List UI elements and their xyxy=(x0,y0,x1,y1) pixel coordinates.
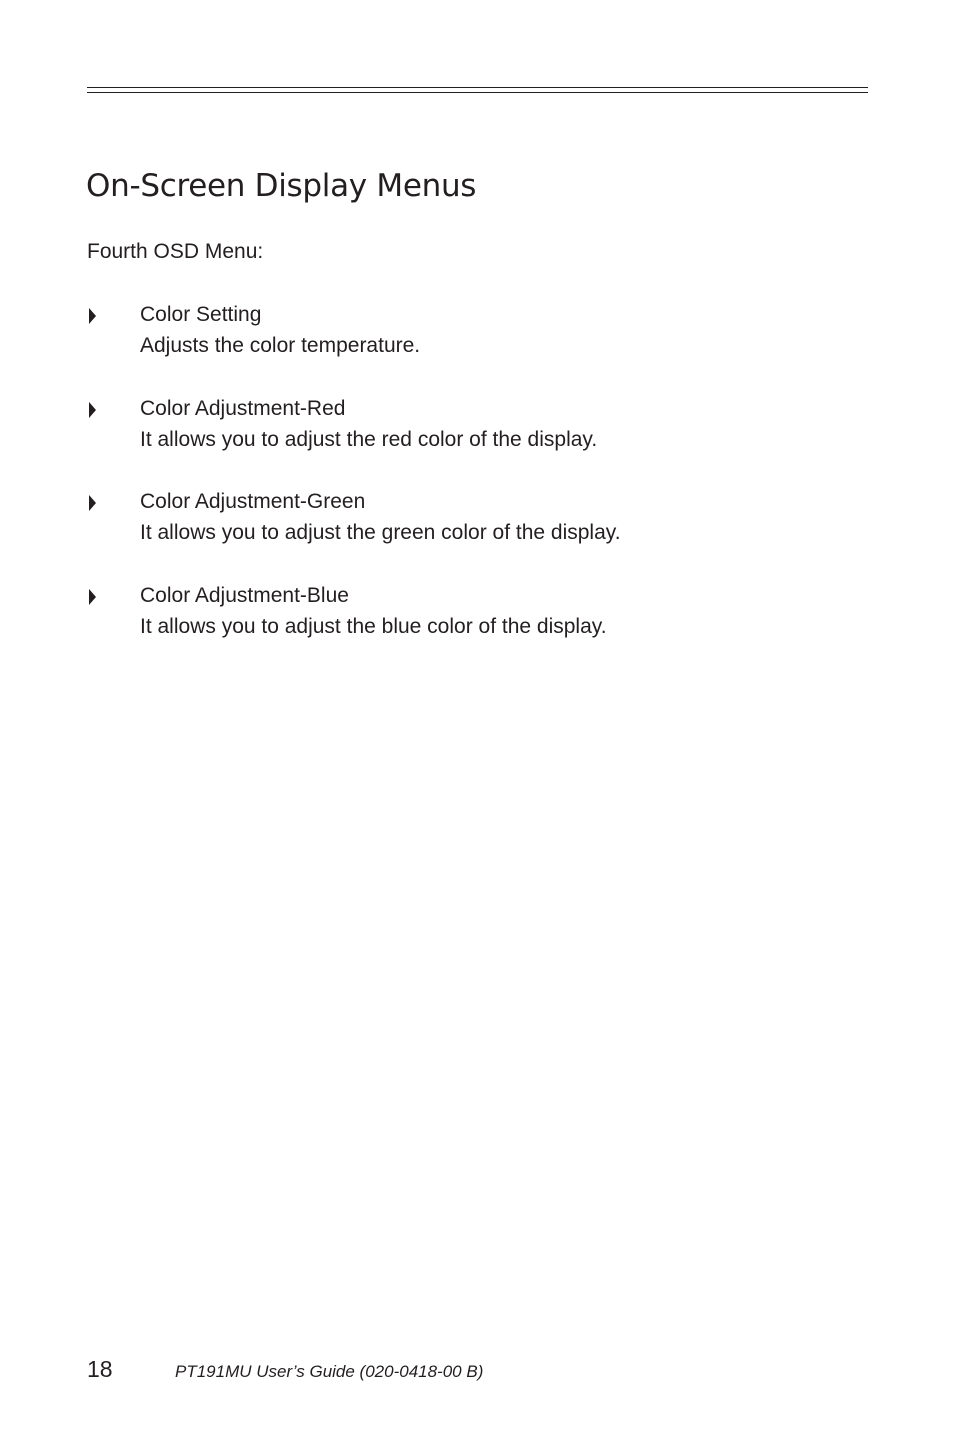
item-title: Color Adjustment-Red xyxy=(140,397,346,420)
triangle-right-icon xyxy=(89,402,96,418)
header-rule-bottom xyxy=(87,92,868,93)
item-title: Color Adjustment-Green xyxy=(140,490,366,513)
item-title: Color Adjustment-Blue xyxy=(140,584,349,607)
item-title: Color Setting xyxy=(140,303,262,326)
intro-text: Fourth OSD Menu: xyxy=(87,240,264,263)
item-description: It allows you to adjust the green color of the display. xyxy=(140,521,621,544)
page-number: 18 xyxy=(87,1356,113,1382)
item-description: It allows you to adjust the red color of the display. xyxy=(140,428,598,451)
triangle-right-icon xyxy=(89,308,96,324)
page-title: On-Screen Display Menus xyxy=(86,168,477,204)
item-description: It allows you to adjust the blue color of the display. xyxy=(140,615,607,638)
guide-title: PT191MU User’s Guide (020-0418-00 B) xyxy=(175,1362,484,1381)
triangle-right-icon xyxy=(89,495,96,511)
triangle-right-icon xyxy=(89,589,96,605)
item-description: Adjusts the color temperature. xyxy=(140,334,421,357)
header-rule-top xyxy=(87,87,868,88)
